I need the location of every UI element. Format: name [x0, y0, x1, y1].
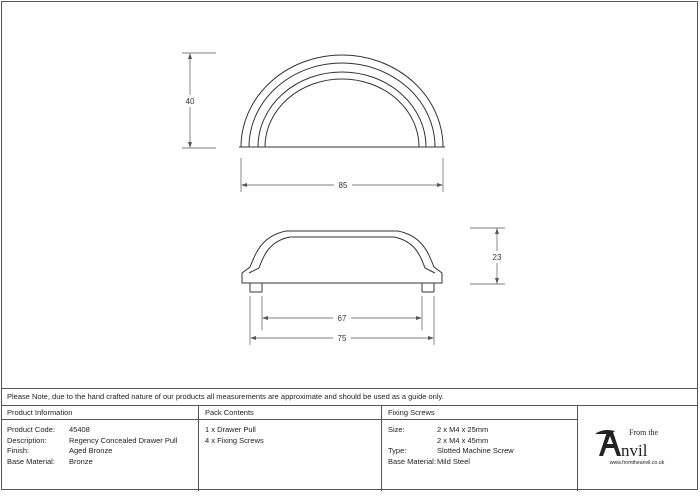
dimension-height-side: 23 [492, 253, 502, 262]
row-label: Description: [7, 435, 47, 445]
measurement-note: Please Note, due to the hand crafted nature of our products all measurements are approximate and should be used as a guide only. [1, 388, 698, 406]
description-row [1, 436, 198, 447]
row-label: Product Code: [7, 425, 55, 434]
product-info-section [1, 406, 198, 491]
dimension-width-top: 85 [338, 181, 348, 190]
side-view-outline [242, 231, 442, 292]
anvil-a-icon [599, 432, 621, 456]
product-code-row [1, 425, 198, 436]
pack-contents-heading: Pack Contents [199, 406, 381, 420]
screw-size-value-2: 2 x M4 x 45mm [437, 435, 489, 445]
top-view-outline [239, 55, 445, 147]
screw-size-value: 2 x M4 x 25mm [437, 425, 489, 434]
base-material-row [1, 457, 198, 468]
row-label: Base Material: [7, 456, 55, 466]
description-value: Regency Concealed Drawer Pull [69, 435, 178, 445]
anvil-logo-mark [577, 406, 698, 491]
screw-type-row [382, 446, 577, 457]
logo-brand-text: nvil [621, 441, 648, 460]
pack-contents-section [199, 406, 381, 491]
finish-row [1, 446, 198, 457]
pack-item-text: 1 x Drawer Pull [205, 425, 256, 434]
pack-item [199, 425, 381, 436]
screw-size-row [382, 425, 577, 436]
row-label: Base Material: [388, 456, 436, 466]
dimension-outer-width: 75 [337, 334, 347, 343]
screw-material-value: Mild Steel [437, 456, 470, 466]
row-label: Finish: [7, 446, 30, 455]
row-label: Type: [388, 446, 407, 455]
fixing-screws-section [382, 406, 577, 491]
screw-type-value: Slotted Machine Screw [437, 446, 514, 455]
fixing-screws-heading: Fixing Screws [382, 406, 577, 420]
product-info-heading: Product Information [1, 406, 198, 420]
product-code-value: 45408 [69, 425, 90, 434]
base-material-value: Bronze [69, 456, 93, 466]
from-the-anvil-logo [577, 406, 698, 491]
logo-url: www.fromtheanvil.co.uk [609, 460, 665, 466]
finish-value: Aged Bronze [69, 446, 113, 455]
screw-size-row-2 [382, 436, 577, 447]
pack-item-text: 4 x Fixing Screws [205, 435, 264, 445]
logo-from-the: From the [629, 428, 659, 437]
dimension-height-top: 40 [185, 97, 195, 106]
dimension-inner-width: 67 [337, 314, 347, 323]
row-label: Size: [388, 425, 405, 434]
pack-item [199, 436, 381, 447]
screw-material-row [382, 457, 577, 468]
